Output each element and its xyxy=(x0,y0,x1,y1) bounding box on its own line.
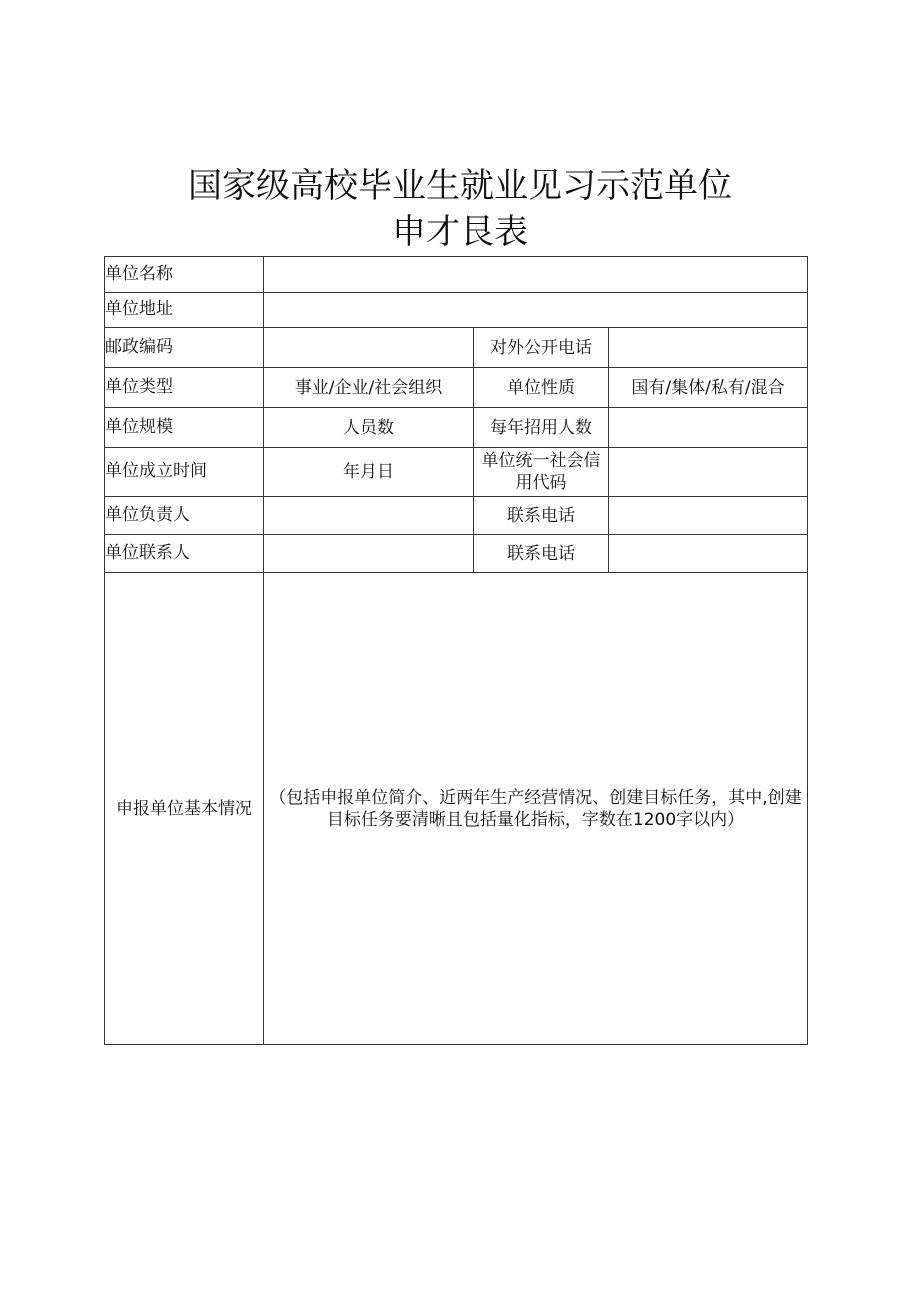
unit-address-label: 单位地址 xyxy=(105,293,264,328)
row-contact-person xyxy=(105,535,808,573)
form-title: 国家级高校毕业生就业见习示范单位 xyxy=(188,166,732,206)
contact-phone-field[interactable] xyxy=(609,535,808,573)
unit-nature-label: 单位性质 xyxy=(474,368,609,408)
basic-info-label: 申报单位基本情况 xyxy=(105,573,264,1045)
founded-date-label: 单位成立时间 xyxy=(105,448,264,497)
application-form-table xyxy=(104,256,808,1045)
unit-address-field[interactable] xyxy=(264,293,808,328)
row-unit-address xyxy=(105,293,808,328)
annual-hires-label: 每年招用人数 xyxy=(474,408,609,448)
contact-phone-label: 联系电话 xyxy=(474,535,609,573)
annual-hires-field[interactable] xyxy=(609,408,808,448)
staff-count-field[interactable]: 人员数 xyxy=(264,408,474,448)
person-in-charge-phone-label: 联系电话 xyxy=(474,497,609,535)
unit-scale-label: 单位规模 xyxy=(105,408,264,448)
credit-code-field[interactable] xyxy=(609,448,808,497)
unit-nature-field[interactable]: 国有/集体/私有/混合 xyxy=(609,368,808,408)
unit-name-field[interactable] xyxy=(264,257,808,293)
row-person-in-charge xyxy=(105,497,808,535)
postal-code-label: 邮政编码 xyxy=(105,328,264,368)
credit-code-label: 单位统一社会信用代码 xyxy=(474,448,609,497)
contact-person-field[interactable] xyxy=(264,535,474,573)
person-in-charge-phone-field[interactable] xyxy=(609,497,808,535)
founded-date-field[interactable]: 年月日 xyxy=(264,448,474,497)
person-in-charge-field[interactable] xyxy=(264,497,474,535)
person-in-charge-label: 单位负责人 xyxy=(105,497,264,535)
row-unit-type xyxy=(105,368,808,408)
row-unit-scale xyxy=(105,408,808,448)
unit-type-field[interactable]: 事业/企业/社会组织 xyxy=(264,368,474,408)
public-phone-label: 对外公开电话 xyxy=(474,328,609,368)
row-unit-name xyxy=(105,257,808,293)
form-subtitle: 申才艮表 xyxy=(392,212,528,252)
basic-info-field[interactable]: （包括申报单位简介、近两年生产经营情况、创建目标任务，其中,创建目标任务要清晰且包括量化指标，字数在1200字以内） xyxy=(264,573,808,1045)
row-founded xyxy=(105,448,808,497)
row-postal xyxy=(105,328,808,368)
unit-name-label: 单位名称 xyxy=(105,257,264,293)
unit-type-label: 单位类型 xyxy=(105,368,264,408)
row-basic-info xyxy=(105,573,808,1045)
public-phone-field[interactable] xyxy=(609,328,808,368)
contact-person-label: 单位联系人 xyxy=(105,535,264,573)
postal-code-field[interactable] xyxy=(264,328,474,368)
